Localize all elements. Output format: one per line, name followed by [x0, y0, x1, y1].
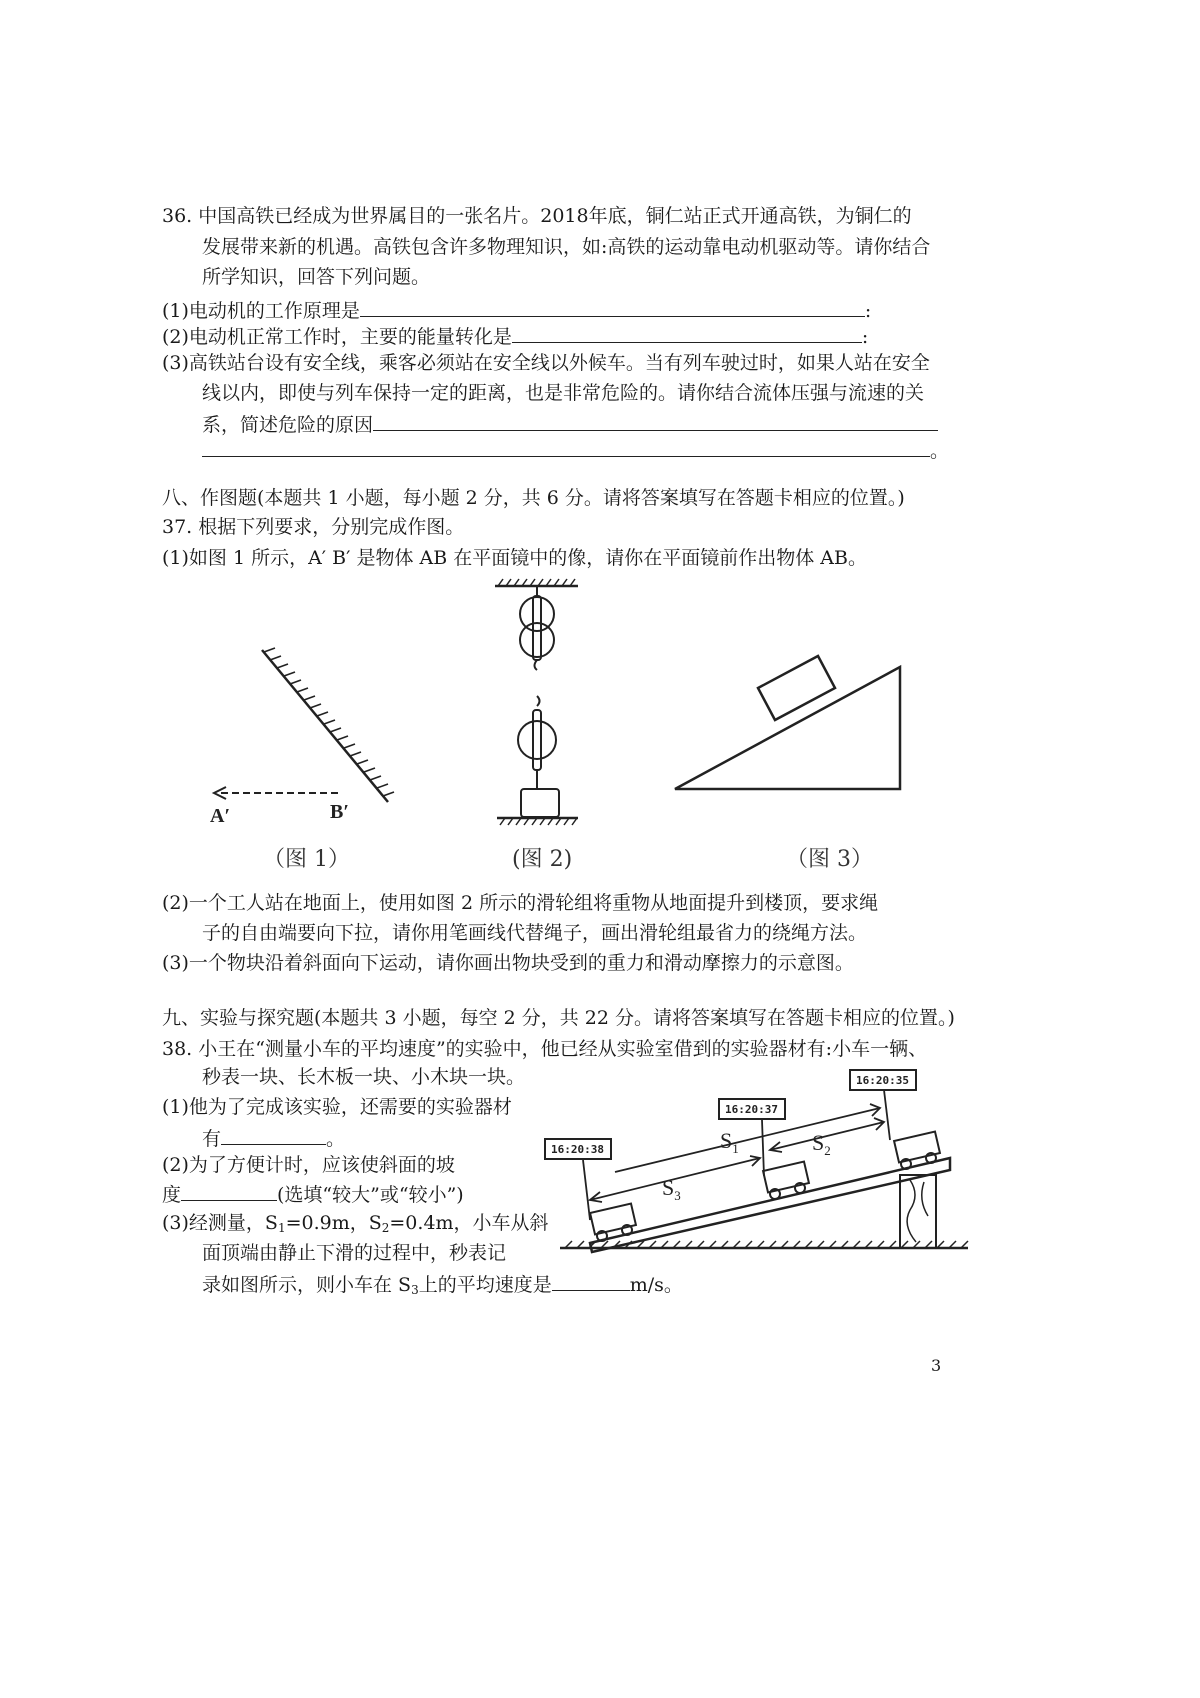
- page-number: 3: [931, 1356, 942, 1375]
- q37-part2-line1: (2)一个工人站在地面上，使用如图 2 所示的滑轮组将重物从地面提升到楼顶，要求绳: [162, 892, 879, 914]
- q38-line2: 秒表一块、长木板一块、小木块一块。: [202, 1066, 526, 1088]
- fig1-label-b: B′: [330, 801, 349, 823]
- s1-label: $S_1$: [720, 1128, 739, 1156]
- q38-s2-sub: 2: [381, 1221, 390, 1235]
- s2-label: $S_2$: [812, 1130, 831, 1158]
- clock-left: [545, 1139, 611, 1159]
- q36-part3-text: 系，简述危险的原因: [202, 414, 374, 436]
- q37-part1: (1)如图 1 所示，A′ B′ 是物体 AB 在平面镜中的像，请你在平面镜前作出物体 AB。: [162, 547, 867, 569]
- q38-part1-end: 。: [326, 1128, 346, 1150]
- q36-part1-text: (1)电动机的工作原理是: [162, 300, 360, 322]
- fig2-caption: (图 2): [512, 847, 573, 872]
- q37-title: 37. 根据下列要求，分别完成作图。: [162, 516, 465, 538]
- q38-part2-end: (选填“较大”或“较小”): [277, 1184, 464, 1206]
- q38-part1-line1: (1)他为了完成该实验，还需要的实验器材: [162, 1096, 512, 1118]
- cart-middle: [763, 1162, 809, 1199]
- q38-s3-sub: 3: [411, 1283, 419, 1297]
- q37-part3: (3)一个物块沿着斜面向下运动，请你画出物块受到的重力和滑动摩擦力的示意图。: [162, 952, 854, 974]
- q38-part3-end: m/s。: [629, 1274, 683, 1296]
- section8-heading: 八、作图题(本题共 1 小题，每小题 2 分，共 6 分。请将答案填写在答题卡相应的位置。): [162, 487, 905, 509]
- q38-part3-mid2: =0.4m，小车从斜: [389, 1212, 549, 1234]
- q38-line1: 38. 小王在“测量小车的平均速度”的实验中，他已经从实验室借到的实验器材有:小车一辆、: [162, 1038, 928, 1060]
- q38-part1-text: 有: [202, 1128, 222, 1150]
- clock-middle-text: 16:20:37: [725, 1103, 778, 1116]
- q36-part3-line1: (3)高铁站台设有安全线，乘客必须站在安全线以外候车。当有列车驶过时，如果人站在安全: [162, 352, 930, 374]
- wood-block: [900, 1175, 936, 1248]
- clock-left-text: 16:20:38: [551, 1143, 604, 1156]
- q38-part2-line1: (2)为了方便计时，应该使斜面的坡: [162, 1154, 455, 1176]
- q37-part2-line2: 子的自由端要向下拉，请你用笔画线代替绳子，画出滑轮组最省力的绕绳方法。: [202, 922, 868, 944]
- clock-top: [850, 1070, 916, 1090]
- clock-top-text: 16:20:35: [856, 1074, 909, 1087]
- section9-heading: 九、实验与探究题(本题共 3 小题，每空 2 分，共 22 分。请将答案填写在答题卡相应的位置。): [162, 1007, 955, 1029]
- s3-label: $S_3$: [662, 1175, 681, 1203]
- q38-s1-sub: 1: [277, 1221, 286, 1235]
- q38-part2-text: 度: [162, 1184, 182, 1206]
- q36-part3-end: 。: [930, 440, 950, 462]
- q36-intro-line1: 36. 中国高铁已经成为世界属目的一张名片。2018年底，铜仁站正式开通高铁，为铜仁的: [162, 205, 912, 227]
- fig3-caption: （图 3）: [786, 847, 873, 872]
- clock-middle: [719, 1099, 785, 1119]
- fig1-caption: （图 1）: [263, 847, 350, 872]
- q38-part3-text2: 上的平均速度是: [418, 1274, 552, 1296]
- q36-part3-line2: 线以内，即使与列车保持一定的距离，也是非常危险的。请你结合流体压强与流速的关: [202, 382, 925, 404]
- q38-part3-pre: (3)经测量，S: [162, 1212, 278, 1234]
- cart-top: [894, 1132, 940, 1169]
- q38-part3-line2: 面顶端由静止下滑的过程中，秒表记: [202, 1242, 507, 1264]
- q36-intro-line2: 发展带来新的机遇。高铁包含许多物理知识，如:高铁的运动靠电动机驱动等。请你结合: [202, 236, 931, 258]
- q36-part2-end: :: [861, 326, 869, 348]
- q36-part2-text: (2)电动机正常工作时，主要的能量转化是: [162, 326, 512, 348]
- q38-part3-text: 录如图所示，则小车在 S: [202, 1274, 412, 1296]
- q36-intro-line3: 所学知识，回答下列问题。: [202, 266, 431, 288]
- incline-board: [590, 1158, 950, 1252]
- q36-part1-end: :: [864, 300, 872, 322]
- q38-part3-mid1: =0.9m，S: [285, 1212, 382, 1234]
- fig1-label-a: A′: [210, 805, 231, 827]
- cart-bottom: [590, 1204, 636, 1241]
